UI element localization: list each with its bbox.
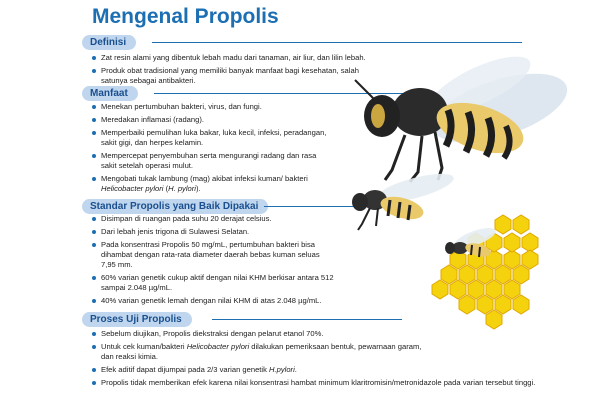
large-bee-icon [355, 45, 575, 182]
list-item: Produk obat tradisional yang memiliki banyak manfaat bagi kesehatan, salah satunya sebagai antibakteri. [101, 66, 366, 86]
list-item: Menekan pertumbuhan bakteri, virus, dan fungi. [101, 102, 331, 112]
list-item: Zat resin alami yang dibentuk lebah madu dari tanaman, air liur, dan lilin lebah. [101, 53, 431, 63]
list-item: 60% varian genetik cukup aktif dengan nilai KHM berkisar antara 512 sampai 2.048 µg/mL. [101, 273, 336, 293]
list-item: Propolis tidak memberikan efek karena nilai konsentrasi hambat minimum klaritromisin/metronidazole pada varian tersebut tinggi. [101, 378, 546, 388]
section-heading: Manfaat [82, 86, 138, 101]
page-title: Mengenal Propolis [92, 5, 279, 28]
section-heading: Proses Uji Propolis [82, 312, 192, 327]
list-item: Untuk cek kuman/bakteri Helicobacter pylori dilakukan pemeriksaan bentuk, pewarnaan garam, dan reaksi kimia. [101, 342, 431, 362]
list-item: Dari lebah jenis trigona di Sulawesi Selatan. [101, 227, 336, 237]
list-item: 40% varian genetik lemah dengan nilai KHM di atas 2.048 µg/mL. [101, 296, 401, 306]
list-item: Sebelum diujikan, Propolis diekstraksi dengan pelarut etanol 70%. [101, 329, 546, 339]
manfaat-list [101, 102, 331, 197]
standar-list [101, 214, 336, 309]
section-heading: Definisi [82, 35, 136, 50]
list-item: Mengobati tukak lambung (mag) akibat infeksi kuman/ bakteri Helicobacter pylori (H. pylori). [101, 174, 331, 194]
list-item: Mempercepat penyembuhan serta mengurangi radang dan rasa sakit setelah operasi mulut. [101, 151, 331, 171]
section-heading: Standar Propolis yang Baik Dipakai [82, 199, 268, 214]
list-item: Meredakan inflamasi (radang). [101, 115, 331, 125]
list-item: Disimpan di ruangan pada suhu 20 derajat celsius. [101, 214, 336, 224]
list-item: Memperbaiki pemulihan luka bakar, luka kecil, infeksi, peradangan, sakit gigi, dan herpes kelamin. [101, 128, 331, 148]
bee-illustration [330, 40, 600, 340]
middle-bee-icon [352, 168, 456, 230]
list-item: Pada konsentrasi Propolis 50 mg/mL, pertumbuhan bakteri bisa dihambat dengan rata-rata diameter daerah bebas kuman seluas 7,95 mm. [101, 240, 336, 270]
list-item: Efek aditif dapat dijumpai pada 2/3 varian genetik H.pylori. [101, 365, 546, 375]
